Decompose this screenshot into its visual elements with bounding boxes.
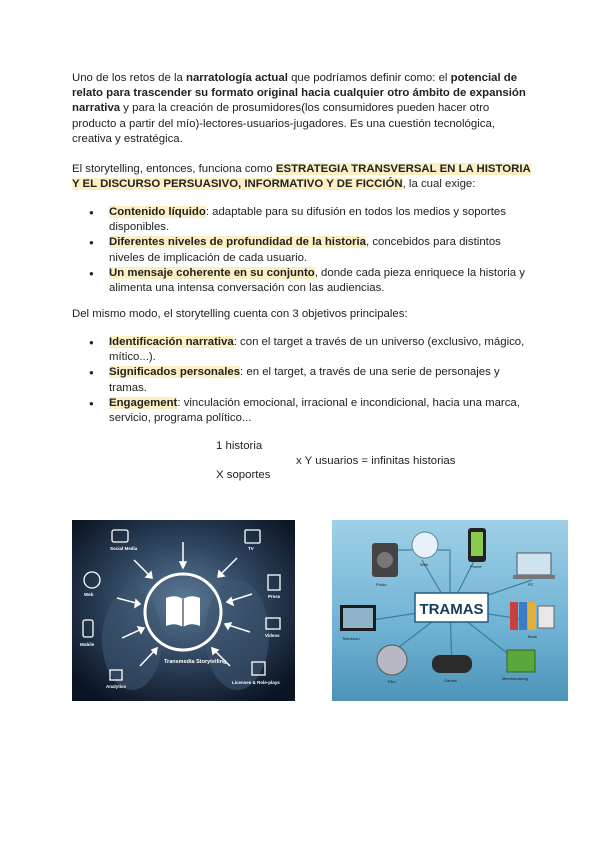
- intro-paragraph: Uno de los retos de la narratología actual que podríamos definir como: el potencial de relato para trascender su formato original hacia cualquier otro ámbito de expansión narrativa y para la creación de prosumidores(los consumidores pueden hacer otro producto a partir del mío)-lectores-usuarios-jugadores. Es una cuestión tecnológica, creativa y estratégica.: [72, 72, 526, 145]
- list-item: ● Un mensaje coherente en su conjunto, donde cada pieza enriquece la historia y alimenta una intensa conversación con las audiencias.: [72, 266, 532, 296]
- label-web: Web: [84, 592, 94, 597]
- label-social-media: Social Media: [110, 546, 138, 551]
- center-label: Transmedia Storytelling: [164, 659, 227, 665]
- list-item: ● Identificación narrativa: con el target a través de un universo (exclusivo, mágico, mítico...).: [72, 335, 532, 365]
- label-tv: TV: [248, 546, 254, 551]
- label-videos: Videos: [265, 633, 280, 638]
- storytelling-paragraph: El storytelling, entonces, funciona como ESTRATEGIA TRANSVERSAL EN LA HISTORIA Y EL DISCURSO PERSUASIVO, INFORMATIVO Y DE FICCIÓN, la cual exige:: [72, 163, 531, 191]
- label-phone: Phone: [470, 564, 482, 569]
- list-item: ● Significados personales: en el target, a través de una serie de personajes y tramas.: [72, 365, 532, 395]
- label-web: Web: [420, 562, 429, 567]
- label-photo: Photo: [376, 582, 387, 587]
- label-film: Film: [388, 679, 396, 684]
- label-merchandising: Merchandising: [502, 676, 529, 681]
- label-games: Games: [444, 678, 457, 683]
- label-press: Press: [268, 594, 281, 599]
- list-item: ● Diferentes niveles de profundidad de la historia, concebidos para distintos niveles de implicación de cada usuario.: [72, 235, 532, 265]
- objectives-list: [72, 335, 532, 426]
- label-pc: PC: [528, 582, 534, 587]
- label-mobile: Mobile: [80, 642, 95, 647]
- label-analytics: Analytics: [106, 684, 127, 689]
- tramas-image: [332, 520, 568, 701]
- formula-middle: x Y usuarios = infinitas historias: [296, 455, 456, 467]
- tramas-label: TRAMAS: [419, 601, 484, 618]
- transmedia-storytelling-image: [72, 520, 295, 701]
- label-television: Television: [342, 636, 360, 641]
- formula-bottom: X soportes: [216, 469, 271, 481]
- objectives-intro: Del mismo modo, el storytelling cuenta con 3 objetivos principales:: [72, 308, 408, 320]
- label-book: Book: [528, 634, 538, 639]
- label-licenses: Licenses & Role-plays: [232, 680, 280, 685]
- formula-top: 1 historia: [216, 440, 263, 452]
- list-item: ● Engagement: vinculación emocional, irracional e incondicional, hacia una marca, servicio, programa político...: [72, 396, 532, 426]
- list-item: ● Contenido líquido: adaptable para su difusión en todos los medios y soportes disponibles.: [72, 205, 532, 235]
- requirements-list: [72, 205, 532, 296]
